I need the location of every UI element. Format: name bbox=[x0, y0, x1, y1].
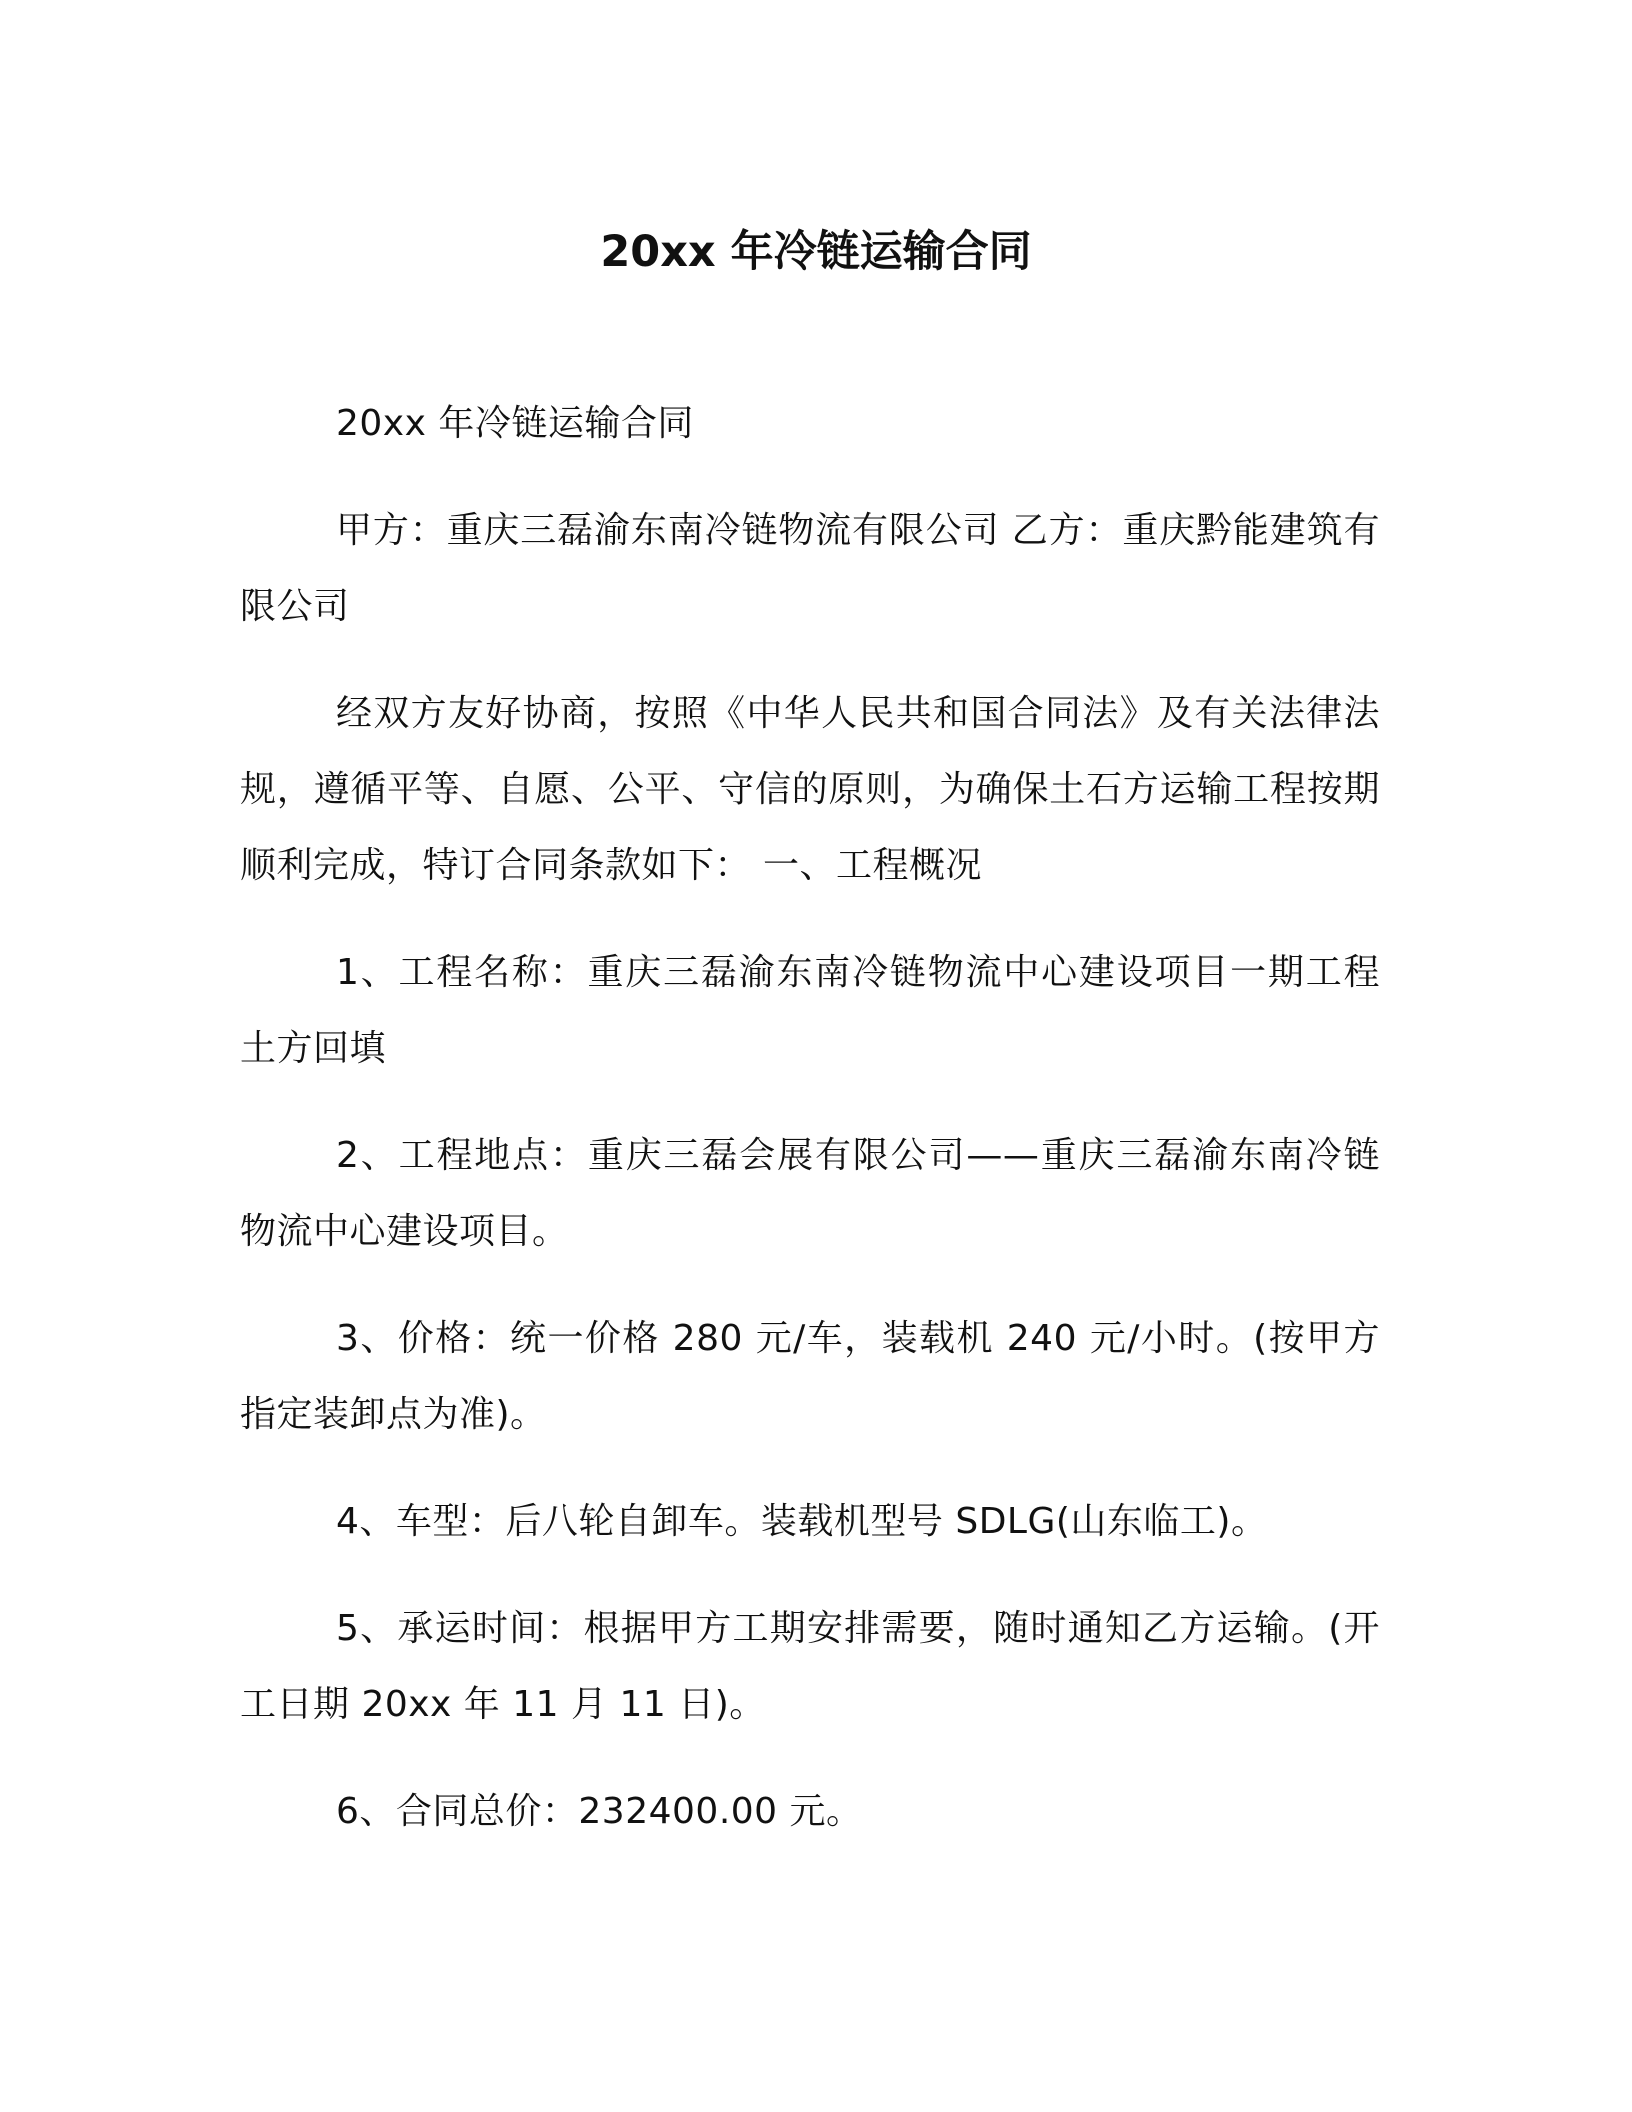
clause-vehicle-type: 4、车型：后八轮自卸车。装载机型号 SDLG(山东临工)。 bbox=[336, 1501, 1268, 1542]
clause-total-price: 6、合同总价：232400.00 元。 bbox=[336, 1791, 863, 1832]
clause-transport-time: 5、承运时间：根据甲方工期安排需要，随时通知乙方运输。(开工日期 20xx 年 11 月 11 日)。 bbox=[240, 1608, 1380, 1725]
document-body bbox=[240, 386, 1380, 1881]
subtitle-paragraph: 20xx 年冷链运输合同 bbox=[336, 403, 694, 444]
parties-paragraph: 甲方：重庆三磊渝东南冷链物流有限公司 乙方：重庆黔能建筑有限公司 bbox=[240, 510, 1380, 627]
clause-project-location: 2、工程地点：重庆三磊会展有限公司——重庆三磊渝东南冷链物流中心建设项目。 bbox=[240, 1135, 1380, 1252]
preamble-paragraph: 经双方友好协商，按照《中华人民共和国合同法》及有关法律法规，遵循平等、自愿、公平、守信的原则，为确保土石方运输工程按期顺利完成，特订合同条款如下： 一、工程概况 bbox=[240, 693, 1380, 886]
clause-price: 3、价格：统一价格 280 元/车，装载机 240 元/小时。(按甲方指定装卸点为准)。 bbox=[240, 1318, 1380, 1435]
document-title: 20xx 年冷链运输合同 bbox=[600, 227, 1032, 277]
clause-project-name: 1、工程名称：重庆三磊渝东南冷链物流中心建设项目一期工程土方回填 bbox=[240, 952, 1380, 1069]
